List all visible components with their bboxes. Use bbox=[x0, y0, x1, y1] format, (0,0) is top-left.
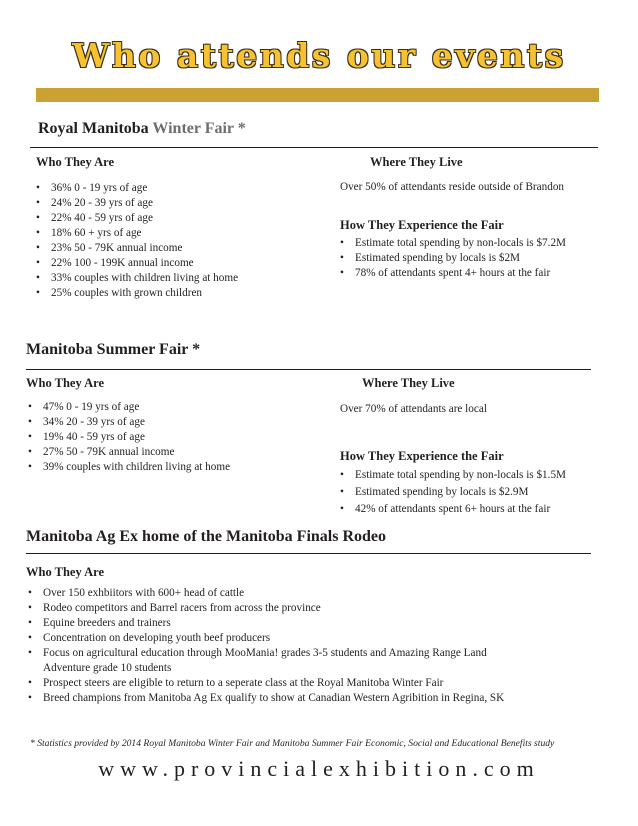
winter-fair-title-bold: Royal Manitoba bbox=[38, 120, 149, 137]
list-item: • Prospect steers are eligible to return to a seperate class at the Royal Manitoba Winter Fair bbox=[28, 676, 504, 691]
gold-divider-bar bbox=[36, 88, 599, 102]
winter-where-text: Over 50% of attendants reside outside of Brandon bbox=[340, 181, 565, 193]
winter-fair-title bbox=[38, 120, 246, 138]
summer-who-list bbox=[28, 400, 230, 475]
website-url[interactable]: www.provincialexhibition.com bbox=[98, 756, 540, 781]
list-item: • 47% 0 - 19 yrs of age bbox=[28, 400, 230, 415]
list-item: • 19% 40 - 59 yrs of age bbox=[28, 430, 230, 445]
summer-fair-title: Manitoba Summer Fair * bbox=[26, 341, 201, 358]
summer-where-text: Over 70% of attendants are local bbox=[340, 403, 487, 415]
winter-fair-title-grey: Winter Fair * bbox=[152, 120, 246, 137]
list-item: • 36% 0 - 19 yrs of age bbox=[36, 181, 238, 196]
agex-rule bbox=[26, 553, 591, 554]
list-item: • Equine breeders and trainers bbox=[28, 616, 504, 631]
list-item: • 24% 20 - 39 yrs of age bbox=[36, 196, 238, 211]
summer-where-heading: Where They Live bbox=[362, 376, 455, 390]
list-item: • Estimated spending by locals is $2.9M bbox=[340, 484, 566, 501]
footnote: * Statistics provided by 2014 Royal Manitoba Winter Fair and Manitoba Summer Fair Economic, Social and Educational Benefits study bbox=[30, 738, 555, 749]
list-item: • Rodeo competitors and Barrel racers from across the province bbox=[28, 601, 504, 616]
list-item-line: • Focus on agricultural education through MooMania! grades 3-5 students and Amazing Range Land bbox=[43, 647, 487, 659]
winter-fair-rule bbox=[30, 147, 598, 148]
summer-fair-rule bbox=[26, 369, 591, 370]
page-title: Who attends our events bbox=[72, 36, 566, 75]
agex-who-heading: Who They Are bbox=[26, 565, 105, 579]
winter-experience-list bbox=[340, 236, 566, 281]
list-item: • 22% 100 - 199K annual income bbox=[36, 256, 238, 271]
list-item: • Estimate total spending by non-locals is $1.5M bbox=[340, 467, 566, 484]
agex-list bbox=[28, 586, 504, 706]
list-item: • Concentration on developing youth beef producers bbox=[28, 631, 504, 646]
list-item: • 42% of attendants spent 6+ hours at the fair bbox=[340, 501, 566, 518]
list-item: • 27% 50 - 79K annual income bbox=[28, 445, 230, 460]
agex-title: Manitoba Ag Ex home of the Manitoba Finals Rodeo bbox=[26, 528, 387, 545]
winter-who-list bbox=[36, 181, 238, 301]
list-item: • Over 150 exhbiitors with 600+ head of cattle bbox=[28, 586, 504, 601]
list-item: • 34% 20 - 39 yrs of age bbox=[28, 415, 230, 430]
list-item: • 78% of attendants spent 4+ hours at the fair bbox=[340, 266, 566, 281]
list-item: • Breed champions from Manitoba Ag Ex qualify to show at Canadian Western Agribition in Regina, SK bbox=[28, 691, 504, 706]
summer-who-heading: Who They Are bbox=[26, 376, 105, 390]
summer-experience-list bbox=[340, 467, 566, 518]
list-item bbox=[28, 646, 504, 676]
winter-where-heading: Where They Live bbox=[370, 155, 463, 169]
winter-experience-heading: How They Experience the Fair bbox=[340, 218, 504, 232]
list-item: • 23% 50 - 79K annual income bbox=[36, 241, 238, 256]
list-item: • Estimate total spending by non-locals is $7.2M bbox=[340, 236, 566, 251]
winter-who-heading: Who They Are bbox=[36, 155, 115, 169]
list-item: • Estimated spending by locals is $2M bbox=[340, 251, 566, 266]
list-item: • 25% couples with grown children bbox=[36, 286, 238, 301]
summer-experience-heading: How They Experience the Fair bbox=[340, 449, 504, 463]
list-item: • 18% 60 + yrs of age bbox=[36, 226, 238, 241]
list-item: • 39% couples with children living at home bbox=[28, 460, 230, 475]
list-item: • 33% couples with children living at home bbox=[36, 271, 238, 286]
list-item-line: Adventure grade 10 students bbox=[43, 662, 172, 674]
list-item: • 22% 40 - 59 yrs of age bbox=[36, 211, 238, 226]
